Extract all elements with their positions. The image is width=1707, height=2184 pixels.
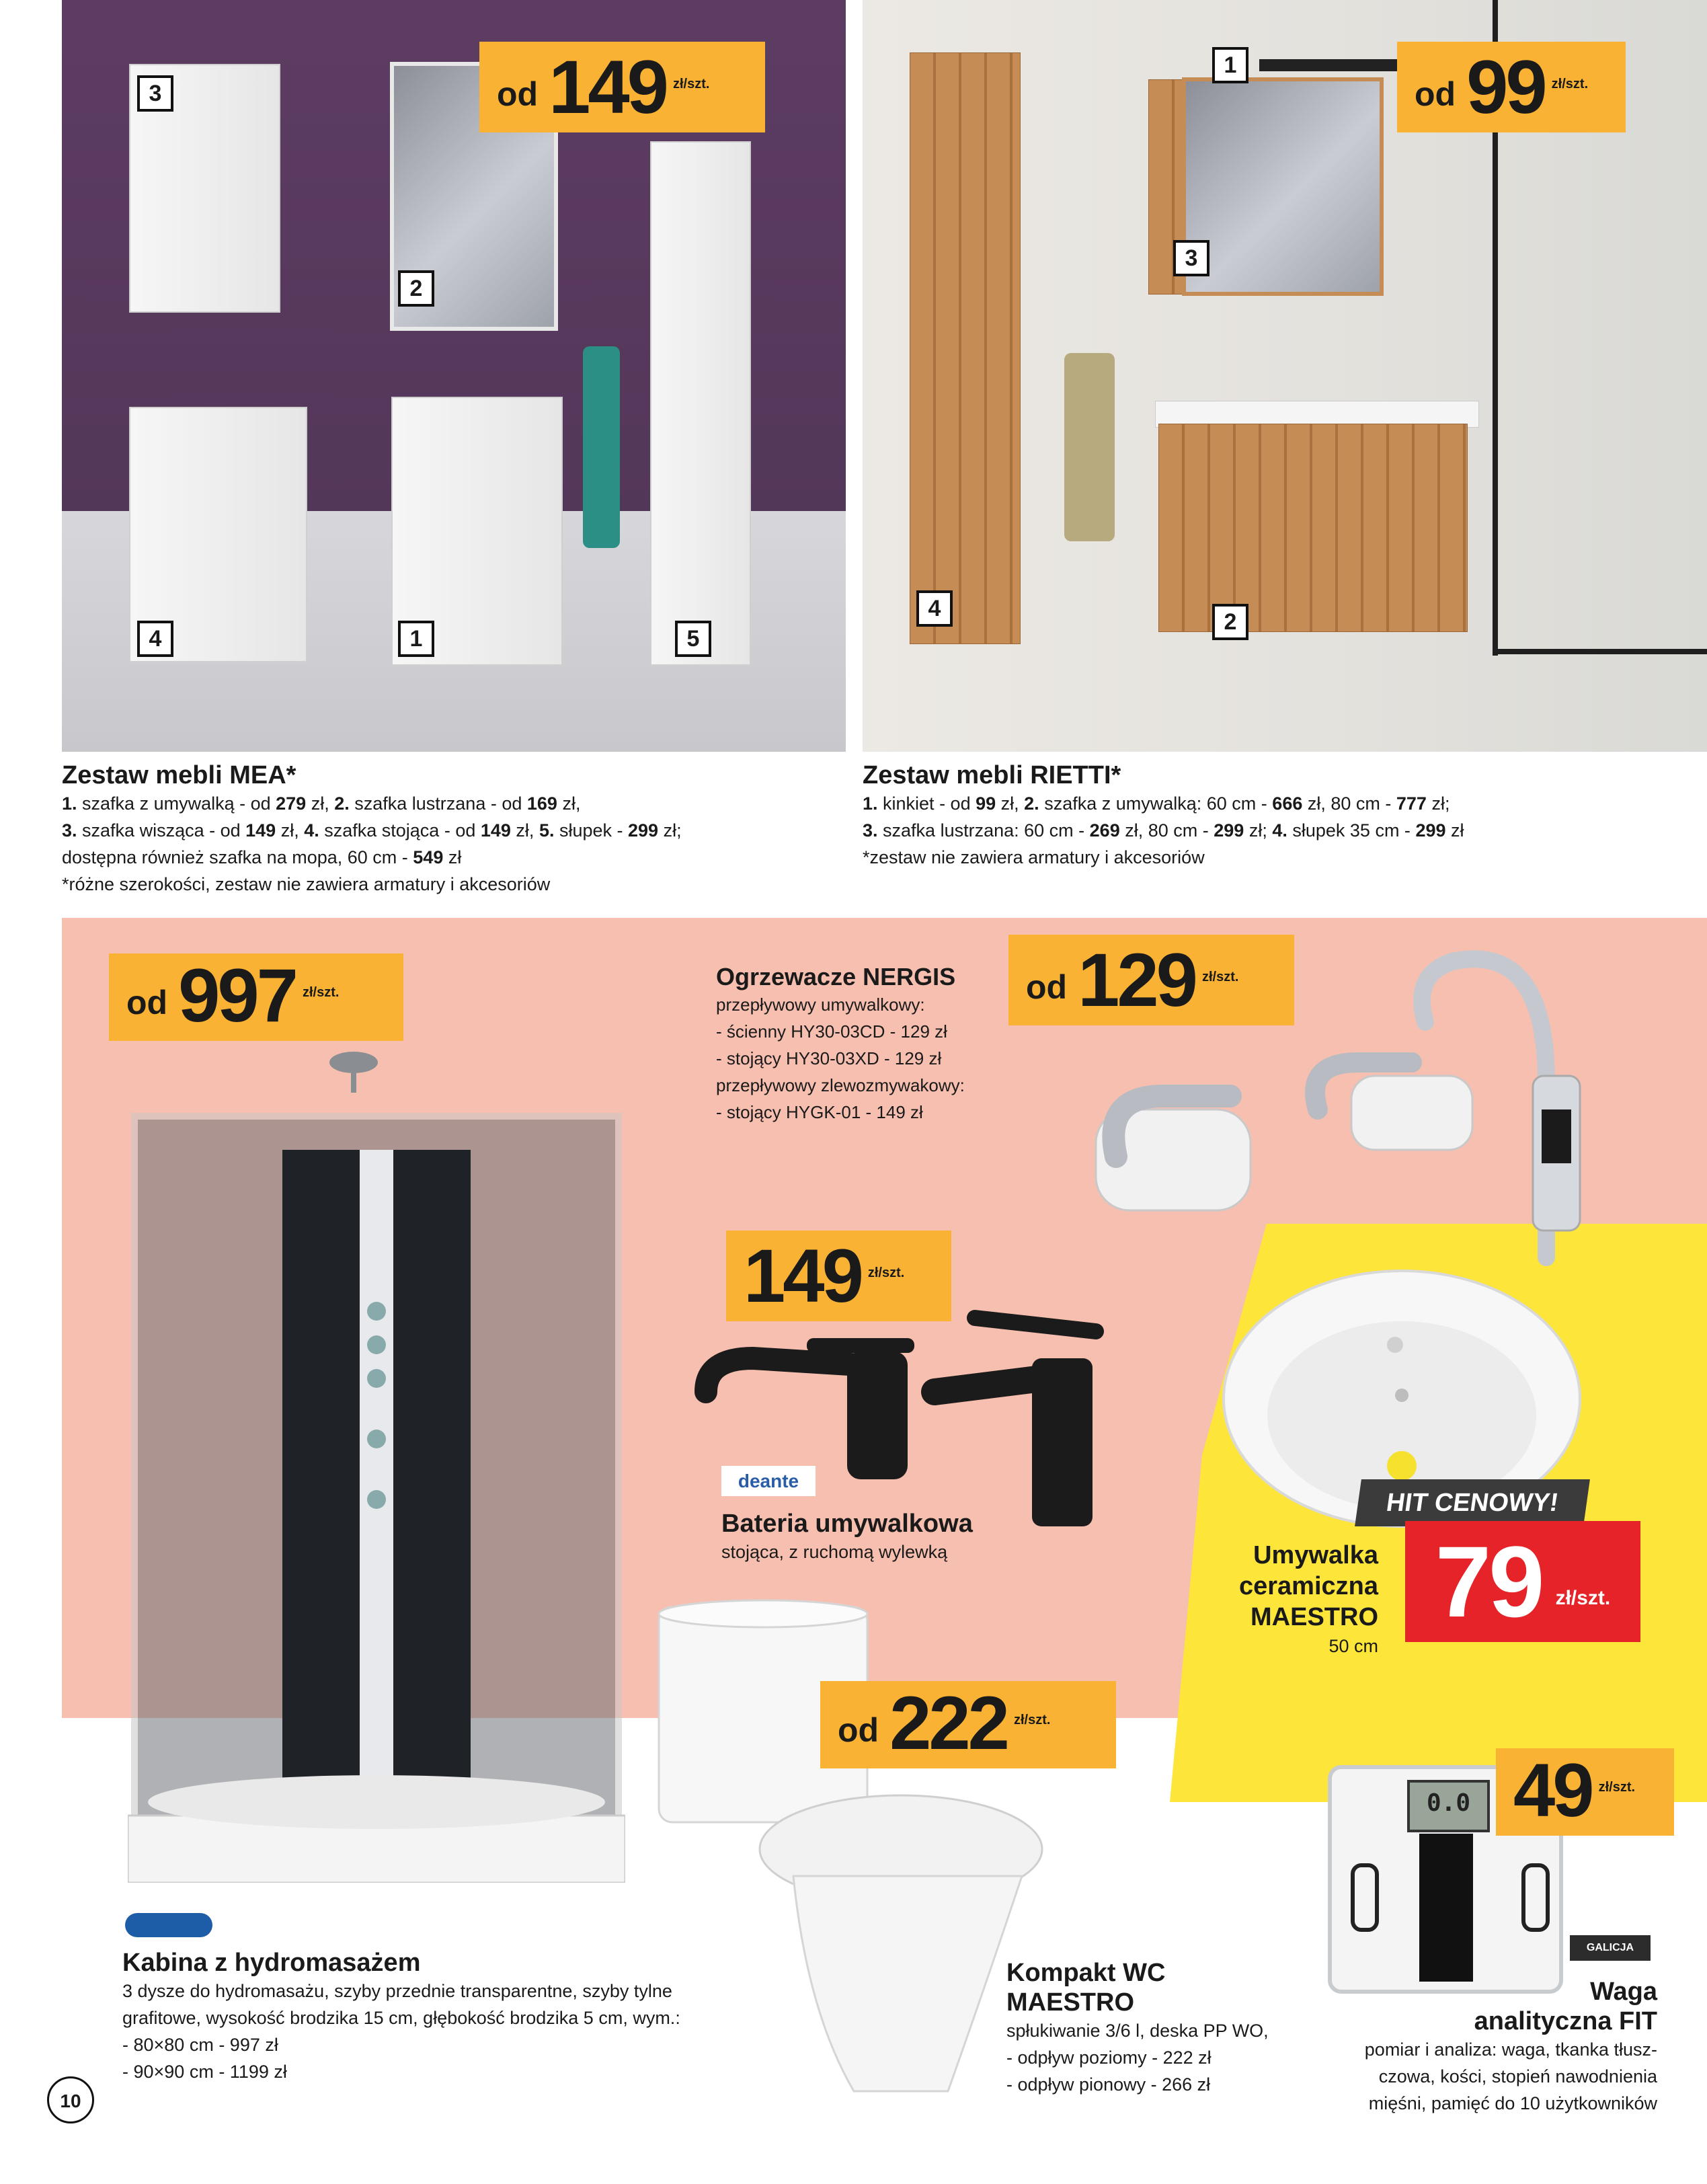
photo-number: 3 [1173, 240, 1209, 276]
bateria-info [721, 1510, 1098, 1565]
mea-description [62, 790, 846, 898]
title-line: analityczna FIT [1474, 2007, 1657, 2035]
mea-tall-cabinet [650, 141, 751, 666]
desc-line: - stojący HY30-03XD - 129 zł [716, 1048, 942, 1068]
photo-number: 1 [1212, 47, 1248, 83]
price-value: 129 [1078, 937, 1195, 1022]
page-number: 10 [47, 2076, 94, 2123]
umywalka-description: 50 cm [1328, 1636, 1378, 1656]
rietti-mirror-cabinet [1182, 77, 1384, 296]
deante-logo: deante [721, 1466, 816, 1496]
desc-line: - 80×80 cm - 997 zł [122, 2035, 278, 2055]
price-value: 149 [549, 44, 666, 129]
desc-line: - stojący HYGK-01 - 149 zł [716, 1102, 923, 1122]
hit-badge: HIT CENOWY! [1355, 1479, 1590, 1526]
price-value: 99 [1466, 44, 1545, 129]
shower-cabin-drawing [128, 1089, 625, 1883]
price-prefix: od [1026, 968, 1068, 1006]
shower-frame [1493, 649, 1707, 654]
desc-line: pomiar i analiza: waga, tkanka tłusz- [1364, 2039, 1657, 2060]
umywalka-title [1143, 1540, 1378, 1633]
price-value: 222 [889, 1680, 1007, 1765]
rietti-description [863, 790, 1696, 871]
rietti-vanity [1158, 424, 1468, 632]
rietti-lamp [1259, 59, 1421, 71]
title-line: ceramiczna [1238, 1572, 1378, 1600]
waga-title [1277, 1977, 1657, 2036]
nergis-info [716, 963, 1025, 1126]
waga-price-tag [1496, 1748, 1674, 1836]
umywalka-price-tag [1405, 1521, 1640, 1642]
title-line: Kompakt WC [1006, 1959, 1166, 1987]
brand-logo-icon [125, 1913, 212, 1937]
bateria-title: Bateria umywalkowa [721, 1510, 973, 1538]
toilet-drawing [645, 1594, 1049, 2105]
title-line: Umywalka [1253, 1541, 1378, 1569]
shower-cabin-image [128, 1089, 625, 1883]
price-unit: zł/szt. [1013, 1713, 1051, 1727]
bateria-description: stojąca, z ruchomą wylewką [721, 1542, 948, 1562]
price-prefix: od [126, 984, 168, 1021]
scale-display: 0.0 [1407, 1780, 1490, 1832]
shower-head-icon [327, 1046, 381, 1093]
photo-number: 4 [916, 590, 953, 627]
umywalka-info [1143, 1540, 1378, 1660]
price-unit: zł/szt. [1201, 970, 1239, 984]
price-value: 997 [178, 953, 296, 1038]
price-prefix: od [838, 1711, 879, 1749]
water-heaters-image [1076, 937, 1600, 1278]
desc-line: - odpływ pionowy - 266 zł [1006, 2074, 1211, 2095]
title-line: MAESTRO [1006, 1988, 1134, 2017]
desc-line: przepływowy umywalkowy: [716, 994, 925, 1015]
nergis-title: Ogrzewacze NERGIS [716, 963, 956, 990]
price-prefix: od [497, 75, 539, 113]
desc-line: *różne szerokości, zestaw nie zawiera armatury i akcesoriów [62, 874, 551, 894]
scale-stripe [1419, 1834, 1473, 1982]
rietti-title: Zestaw mebli RIETTI* [863, 761, 1121, 789]
towel [1064, 353, 1115, 541]
waga-info [1277, 1977, 1657, 2117]
desc-line: - ścienny HY30-03CD - 129 zł [716, 1021, 947, 1042]
toilet-image [645, 1594, 1049, 2105]
desc-line: 1. szafka z umywalką - od 279 zł, 2. szafka lustrzana - od 169 zł, [62, 793, 581, 814]
desc-line: dostępna również szafka na mopa, 60 cm - 549 zł [62, 847, 462, 867]
desc-line: *zestaw nie zawiera armatury i akcesoriów [863, 847, 1205, 867]
photo-number: 2 [398, 270, 434, 307]
desc-line: 3. szafka wisząca - od 149 zł, 4. szafka stojąca - od 149 zł, 5. słupek - 299 zł; [62, 820, 682, 841]
desc-line: przepływowy zlewozmywakowy: [716, 1075, 965, 1095]
price-prefix: od [1415, 75, 1456, 113]
price-unit: zł/szt. [1598, 1780, 1636, 1795]
mea-title: Zestaw mebli MEA* [62, 761, 296, 789]
desc-line: 3. szafka lustrzana: 60 cm - 269 zł, 80 cm - 299 zł; 4. słupek 35 cm - 299 zł [863, 820, 1464, 841]
title-line: Waga [1590, 1978, 1657, 2006]
waga-description [1277, 2036, 1657, 2117]
rietti-price-tag [1397, 42, 1626, 132]
electrode-icon [1521, 1863, 1550, 1932]
galicja-logo: GALICJA [1570, 1935, 1651, 1961]
photo-number: 4 [137, 621, 173, 657]
photo-number: 5 [675, 621, 711, 657]
nergis-description [716, 991, 1025, 1126]
desc-line: 3 dysze do hydromasażu, szyby przednie transparentne, szyby tylne [122, 1981, 672, 2001]
price-unit: zł/szt. [672, 77, 710, 91]
price-unit: zł/szt. [867, 1265, 905, 1280]
towel [583, 346, 620, 548]
desc-line: grafitowe, wysokość brodzika 15 cm, głębokość brodzika 5 cm, wym.: [122, 2008, 680, 2028]
water-heaters-drawing [1076, 937, 1600, 1278]
desc-line: czowa, kości, stopień nawodnienia [1378, 2066, 1657, 2086]
desc-line: 1. kinkiet - od 99 zł, 2. szafka z umywalką: 60 cm - 666 zł, 80 cm - 777 zł; [863, 793, 1450, 814]
rietti-tall-cabinet [910, 52, 1021, 644]
photo-number: 2 [1212, 604, 1248, 640]
price-value: 49 [1513, 1748, 1592, 1832]
price-value: 149 [744, 1233, 861, 1318]
desc-line: - 90×90 cm - 1199 zł [122, 2062, 287, 2082]
price-value: 79 [1435, 1524, 1542, 1638]
desc-line: mięśni, pamięć do 10 użytkowników [1368, 2093, 1657, 2113]
photo-number: 3 [137, 75, 173, 112]
price-unit: zł/szt. [302, 985, 340, 1000]
kabina-title: Kabina z hydromasażem [122, 1949, 421, 1977]
desc-line: - odpływ poziomy - 222 zł [1006, 2048, 1212, 2068]
electrode-icon [1351, 1863, 1379, 1932]
price-unit: zł/szt. [1551, 77, 1589, 91]
mea-info [62, 761, 846, 898]
title-line: MAESTRO [1251, 1603, 1378, 1631]
mea-price-tag [479, 42, 765, 132]
wc-price-tag [820, 1681, 1116, 1768]
desc-line: spłukiwanie 3/6 l, deska PP WO, [1006, 2021, 1269, 2041]
price-unit: zł/szt. [1555, 1587, 1611, 1609]
photo-number: 1 [398, 621, 434, 657]
rietti-info [863, 761, 1696, 871]
kabina-price-tag [109, 953, 403, 1041]
